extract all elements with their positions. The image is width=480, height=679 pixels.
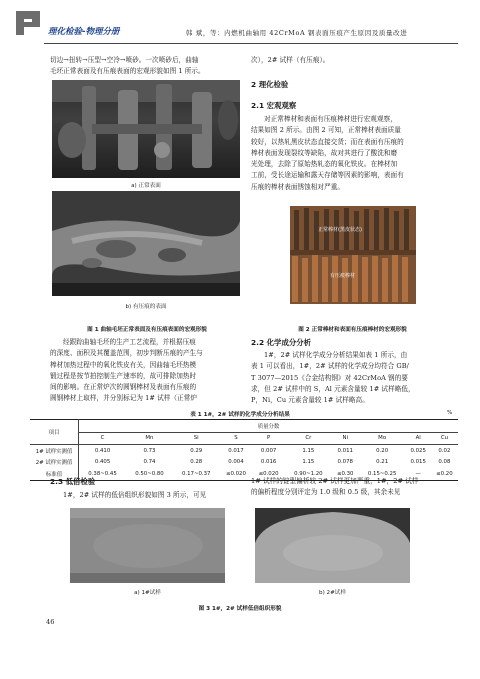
table1-row-label: 1# 试样实测值	[30, 445, 79, 457]
table1-cell: 0.405	[94, 459, 111, 466]
table1-row-label: 标准值	[30, 468, 79, 480]
table1-cell: 0.17~0.37	[181, 470, 211, 477]
table1-cell: 0.015	[410, 459, 426, 466]
fig1a-label: a) 正常表面	[131, 183, 161, 189]
table1-cell: 0.73	[143, 447, 156, 454]
table1-cell: 1.15	[302, 447, 315, 454]
fig1-caption: 图 1 曲轴毛坯正常表面及有压痕表面的宏观形貌	[87, 327, 207, 333]
table1-cell: ≤0.30	[336, 470, 354, 477]
table1-col-head: Cu	[440, 435, 448, 442]
header-bar	[0, 0, 480, 44]
table-row	[30, 457, 458, 469]
fig1a-photo	[52, 80, 240, 178]
fig2-caption: 图 2 正常棒材和表面有压痕棒材的宏观形貌	[298, 327, 407, 333]
continuation-line: 次），2# 试样（有压痕）。	[251, 56, 330, 64]
table1-col-head: Mn	[145, 435, 154, 442]
table1-cell: 0.017	[228, 447, 244, 454]
table1-cell: 0.74	[143, 459, 156, 466]
fig1b-label: b) 有压痕的表面	[125, 304, 167, 310]
table1-cell: 0.011	[337, 447, 353, 454]
section-2-heading: 2 理化检验	[251, 80, 289, 89]
table1-col-head: Ni	[342, 435, 348, 442]
table1-cell: ≤0.20	[436, 470, 453, 477]
table1-cell: 0.50~0.80	[135, 470, 164, 477]
table1-cell: 1.15	[302, 459, 315, 466]
table1-cell: 0.20	[376, 447, 389, 454]
journal-title: 理化检验-物理分册	[48, 27, 120, 37]
table1-row-head: 项目	[30, 420, 79, 445]
table1-cell: 0.08	[438, 459, 451, 466]
table1-cell: ≤0.020	[258, 470, 279, 477]
intro-paragraph: 切边→扭转→压型→空冷→喷砂。一次喷砂后，曲轴 毛坯正常表面及有压痕表面的宏观形貌如图 1 所示。	[50, 56, 205, 76]
table1-unit: %	[447, 410, 453, 416]
table1-cell: 0.90~1.20	[294, 470, 323, 477]
table1-col-head: Mo	[378, 435, 387, 442]
fig3-caption: 图 3 1#，2# 试样低倍组织形貌	[198, 606, 282, 612]
macro-paragraph: 对正常棒材和表面有压痕棒材进行宏观观察， 结果如图 2 所示。由图 2 可知，正常棒材表面质量 较好，以热轧黑皮状态直接交货；而在表面有压痕的 棒材表面发现裂纹等缺陷，故对其进行了酸洗和磨 光处理，去除了原始热轧态的氧化铁皮。在棒材加 工前，受长途运输和露天存储等因素的影响，表面有 压痕的棒材表面锈蚀相对严重。	[251, 115, 404, 191]
table1-cell: 0.28	[190, 459, 203, 466]
fig3b-photo	[255, 508, 410, 583]
table1-cell: 0.007	[260, 447, 277, 454]
segregation-paragraph: 1# 试样的锭型偏析较 2# 试样更加严重，1#，2# 试样 的偏析程度分别评定为 1.0 级和 0.5 级，其余未见	[251, 477, 419, 497]
table-row	[30, 445, 458, 457]
fig3b-label: b) 2#试样	[319, 590, 346, 596]
header-rule	[44, 43, 458, 44]
fig2-label-dented: 有压痕棒材	[330, 273, 356, 279]
table1-cell: —	[415, 470, 421, 477]
table1-cell: 0.29	[190, 447, 203, 454]
fig2-photo	[290, 206, 416, 304]
table1-caption: 表 1 1#，2# 试样的化学成分分析结果	[190, 412, 290, 418]
section-2-3-heading: 2.3 低倍检验	[50, 477, 96, 486]
table1-cell: ≤0.020	[225, 470, 246, 477]
table1-cell: 0.410	[94, 447, 111, 454]
fig3a-photo	[70, 508, 225, 583]
table1-cell: 0.078	[337, 459, 353, 466]
table1-cell: 0.21	[376, 459, 389, 466]
table1-col-head: Al	[415, 435, 421, 442]
table1-col-head: P	[266, 435, 271, 442]
page-number: 46	[46, 618, 55, 626]
table1-row-label: 2# 试样实测值	[30, 457, 79, 469]
chem-paragraph: 1#，2# 试样化学成分分析结果如表 1 所示，由 表 1 可以看出，1#，2# 试样的化学成分均符合 GB/ T 3077—2015《合金结构钢》对 42CrMoA 钢的要 求，但 2# 试样中的 S，Al 元素含量较 1# 试样略低， P，Ni，Cu 元素含量较 1# 试样略高。	[251, 351, 415, 405]
table1	[30, 419, 458, 481]
table1-col-head: Cr	[305, 435, 312, 442]
fig3a-label: a) 1#试样	[134, 590, 161, 596]
table1-col-head: C	[100, 435, 105, 442]
fig1b-photo	[52, 191, 240, 296]
running-title: 韩 斌，等：内燃机曲轴用 42CrMoA 钢表面压痕产生原因及质量改进	[186, 29, 408, 37]
section-2-1-heading: 2.1 宏观观察	[251, 101, 297, 110]
table1-cell: 0.016	[260, 459, 277, 466]
table1-col-head: S	[234, 435, 238, 442]
table1-group-head: 质量分数	[257, 423, 280, 430]
fig2-label-normal: 正常棒材(黑皮状态)	[318, 227, 362, 233]
table1-cell: 0.004	[228, 459, 244, 466]
table1-cell: 0.38~0.45	[88, 470, 117, 477]
table1-cell: 0.15~0.25	[367, 470, 397, 477]
process-paragraph: 经跟踪曲轴毛坯的生产工艺流程，并根据压痕 的深度、面积及其覆盖范围，初步判断压痕的产生与 棒材加热过程中的氧化铁皮有关，因曲轴毛坯热模 锻过程是按节拍控制生产速率的，故可排除加热时 间的影响。在正常炉次的圆钢棒材及表面有压痕的 圆钢棒材上取样，并分别标记为 1# 试样（正常炉	[50, 338, 203, 403]
section-2-2-heading: 2.2 化学成分分析	[251, 338, 312, 347]
table1-cell: 0.02	[438, 447, 451, 454]
low-power-line: 1#，2# 试样的低倍组织形貌如图 3 所示，可见	[63, 491, 207, 499]
table1-cell: 0.025	[410, 447, 426, 454]
table1-col-head: Si	[193, 435, 199, 442]
